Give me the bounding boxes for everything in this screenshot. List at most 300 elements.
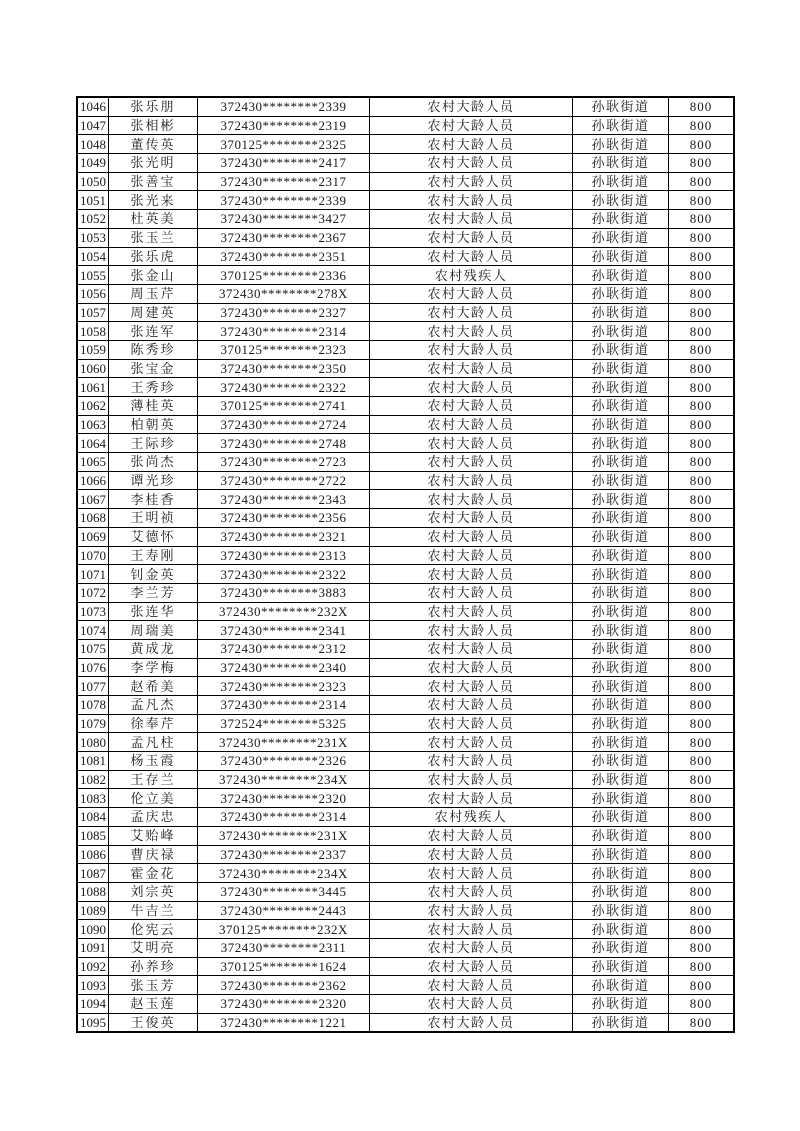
cell-street: 孙耿街道 xyxy=(573,826,669,845)
cell-amount: 800 xyxy=(669,733,735,752)
cell-index: 1071 xyxy=(77,565,109,584)
cell-amount: 800 xyxy=(669,135,735,154)
cell-amount: 800 xyxy=(669,901,735,920)
cell-amount: 800 xyxy=(669,247,735,266)
cell-street: 孙耿街道 xyxy=(573,733,669,752)
cell-amount: 800 xyxy=(669,639,735,658)
cell-name: 杨玉霞 xyxy=(109,752,198,771)
cell-index: 1072 xyxy=(77,583,109,602)
cell-street: 孙耿街道 xyxy=(573,116,669,135)
cell-index: 1093 xyxy=(77,976,109,995)
cell-street: 孙耿街道 xyxy=(573,97,669,116)
table-row xyxy=(77,284,734,303)
cell-name: 张光来 xyxy=(109,191,198,210)
cell-category: 农村大龄人员 xyxy=(370,565,573,584)
table-body xyxy=(77,97,734,1032)
cell-category: 农村大龄人员 xyxy=(370,135,573,154)
cell-category: 农村大龄人员 xyxy=(370,247,573,266)
table-row xyxy=(77,415,734,434)
table-row xyxy=(77,976,734,995)
cell-street: 孙耿街道 xyxy=(573,284,669,303)
cell-index: 1068 xyxy=(77,509,109,528)
cell-id_number: 370125********2325 xyxy=(198,135,370,154)
cell-street: 孙耿街道 xyxy=(573,602,669,621)
cell-category: 农村大龄人员 xyxy=(370,527,573,546)
cell-id_number: 372430********2367 xyxy=(198,228,370,247)
table-row xyxy=(77,957,734,976)
cell-name: 杜英美 xyxy=(109,210,198,229)
cell-index: 1094 xyxy=(77,995,109,1014)
cell-amount: 800 xyxy=(669,303,735,322)
cell-category: 农村大龄人员 xyxy=(370,864,573,883)
cell-category: 农村大龄人员 xyxy=(370,845,573,864)
cell-amount: 800 xyxy=(669,397,735,416)
cell-name: 艾德怀 xyxy=(109,527,198,546)
table-row xyxy=(77,247,734,266)
cell-category: 农村大龄人员 xyxy=(370,359,573,378)
table-row xyxy=(77,490,734,509)
cell-name: 钊金英 xyxy=(109,565,198,584)
cell-index: 1088 xyxy=(77,882,109,901)
cell-name: 王存兰 xyxy=(109,770,198,789)
cell-id_number: 372430********2322 xyxy=(198,565,370,584)
cell-index: 1060 xyxy=(77,359,109,378)
cell-id_number: 372430********278X xyxy=(198,284,370,303)
table-row xyxy=(77,116,734,135)
cell-category: 农村大龄人员 xyxy=(370,957,573,976)
cell-name: 薄桂英 xyxy=(109,397,198,416)
cell-street: 孙耿街道 xyxy=(573,359,669,378)
cell-id_number: 372430********2343 xyxy=(198,490,370,509)
cell-index: 1090 xyxy=(77,920,109,939)
roster-table xyxy=(76,96,735,1033)
table-row xyxy=(77,172,734,191)
cell-index: 1049 xyxy=(77,154,109,173)
cell-category: 农村大龄人员 xyxy=(370,583,573,602)
cell-street: 孙耿街道 xyxy=(573,882,669,901)
table-row xyxy=(77,191,734,210)
cell-index: 1048 xyxy=(77,135,109,154)
cell-id_number: 372430********231X xyxy=(198,733,370,752)
cell-category: 农村大龄人员 xyxy=(370,210,573,229)
cell-category: 农村大龄人员 xyxy=(370,471,573,490)
cell-id_number: 370125********2323 xyxy=(198,340,370,359)
cell-amount: 800 xyxy=(669,415,735,434)
cell-name: 周瑞美 xyxy=(109,621,198,640)
cell-id_number: 372430********2341 xyxy=(198,621,370,640)
cell-name: 陈秀珍 xyxy=(109,340,198,359)
table-row xyxy=(77,826,734,845)
cell-id_number: 372430********2724 xyxy=(198,415,370,434)
cell-index: 1046 xyxy=(77,97,109,116)
table-row xyxy=(77,808,734,827)
cell-index: 1081 xyxy=(77,752,109,771)
cell-category: 农村大龄人员 xyxy=(370,976,573,995)
cell-id_number: 372430********2322 xyxy=(198,378,370,397)
cell-index: 1070 xyxy=(77,546,109,565)
table-row xyxy=(77,266,734,285)
table-row xyxy=(77,546,734,565)
cell-amount: 800 xyxy=(669,808,735,827)
table-row xyxy=(77,471,734,490)
cell-street: 孙耿街道 xyxy=(573,434,669,453)
table-row xyxy=(77,938,734,957)
cell-index: 1077 xyxy=(77,677,109,696)
cell-index: 1075 xyxy=(77,639,109,658)
cell-category: 农村大龄人员 xyxy=(370,303,573,322)
cell-id_number: 372430********2350 xyxy=(198,359,370,378)
cell-id_number: 372430********2339 xyxy=(198,191,370,210)
cell-amount: 800 xyxy=(669,583,735,602)
cell-street: 孙耿街道 xyxy=(573,490,669,509)
cell-amount: 800 xyxy=(669,976,735,995)
cell-amount: 800 xyxy=(669,527,735,546)
cell-category: 农村大龄人员 xyxy=(370,826,573,845)
cell-category: 农村大龄人员 xyxy=(370,228,573,247)
cell-index: 1078 xyxy=(77,696,109,715)
table-row xyxy=(77,228,734,247)
table-row xyxy=(77,995,734,1014)
cell-id_number: 372430********2722 xyxy=(198,471,370,490)
cell-category: 农村大龄人员 xyxy=(370,378,573,397)
cell-street: 孙耿街道 xyxy=(573,471,669,490)
cell-amount: 800 xyxy=(669,920,735,939)
cell-category: 农村大龄人员 xyxy=(370,172,573,191)
cell-index: 1065 xyxy=(77,453,109,472)
cell-category: 农村大龄人员 xyxy=(370,733,573,752)
cell-index: 1087 xyxy=(77,864,109,883)
cell-name: 张乐朋 xyxy=(109,97,198,116)
cell-amount: 800 xyxy=(669,565,735,584)
cell-index: 1047 xyxy=(77,116,109,135)
cell-id_number: 372430********3427 xyxy=(198,210,370,229)
cell-index: 1085 xyxy=(77,826,109,845)
cell-street: 孙耿街道 xyxy=(573,135,669,154)
cell-id_number: 372430********2748 xyxy=(198,434,370,453)
cell-street: 孙耿街道 xyxy=(573,397,669,416)
cell-amount: 800 xyxy=(669,882,735,901)
table-row xyxy=(77,378,734,397)
cell-category: 农村大龄人员 xyxy=(370,546,573,565)
cell-name: 董传英 xyxy=(109,135,198,154)
cell-name: 张光明 xyxy=(109,154,198,173)
table-row xyxy=(77,359,734,378)
cell-index: 1076 xyxy=(77,658,109,677)
cell-category: 农村大龄人员 xyxy=(370,882,573,901)
cell-street: 孙耿街道 xyxy=(573,266,669,285)
cell-index: 1080 xyxy=(77,733,109,752)
cell-category: 农村大龄人员 xyxy=(370,789,573,808)
cell-amount: 800 xyxy=(669,957,735,976)
cell-street: 孙耿街道 xyxy=(573,210,669,229)
cell-amount: 800 xyxy=(669,191,735,210)
cell-amount: 800 xyxy=(669,714,735,733)
cell-id_number: 372430********234X xyxy=(198,770,370,789)
cell-street: 孙耿街道 xyxy=(573,1013,669,1032)
cell-name: 王明祯 xyxy=(109,509,198,528)
cell-name: 张善宝 xyxy=(109,172,198,191)
cell-id_number: 372430********234X xyxy=(198,864,370,883)
cell-index: 1074 xyxy=(77,621,109,640)
cell-index: 1063 xyxy=(77,415,109,434)
cell-street: 孙耿街道 xyxy=(573,770,669,789)
cell-amount: 800 xyxy=(669,546,735,565)
cell-name: 王秀珍 xyxy=(109,378,198,397)
cell-id_number: 372430********2340 xyxy=(198,658,370,677)
cell-category: 农村大龄人员 xyxy=(370,602,573,621)
cell-category: 农村大龄人员 xyxy=(370,677,573,696)
cell-amount: 800 xyxy=(669,845,735,864)
cell-id_number: 372430********2351 xyxy=(198,247,370,266)
cell-id_number: 370125********1624 xyxy=(198,957,370,976)
table-row xyxy=(77,770,734,789)
cell-id_number: 372430********2723 xyxy=(198,453,370,472)
cell-name: 曹庆禄 xyxy=(109,845,198,864)
cell-id_number: 372430********2317 xyxy=(198,172,370,191)
cell-name: 黄成龙 xyxy=(109,639,198,658)
cell-name: 张玉兰 xyxy=(109,228,198,247)
cell-index: 1050 xyxy=(77,172,109,191)
cell-street: 孙耿街道 xyxy=(573,621,669,640)
table-row xyxy=(77,789,734,808)
cell-category: 农村大龄人员 xyxy=(370,284,573,303)
cell-street: 孙耿街道 xyxy=(573,415,669,434)
cell-category: 农村大龄人员 xyxy=(370,621,573,640)
cell-street: 孙耿街道 xyxy=(573,752,669,771)
cell-id_number: 372430********2314 xyxy=(198,696,370,715)
cell-amount: 800 xyxy=(669,658,735,677)
cell-name: 张乐虎 xyxy=(109,247,198,266)
cell-id_number: 372430********231X xyxy=(198,826,370,845)
cell-name: 张宝金 xyxy=(109,359,198,378)
cell-id_number: 372430********3883 xyxy=(198,583,370,602)
cell-amount: 800 xyxy=(669,434,735,453)
cell-street: 孙耿街道 xyxy=(573,845,669,864)
cell-index: 1055 xyxy=(77,266,109,285)
cell-index: 1059 xyxy=(77,340,109,359)
cell-amount: 800 xyxy=(669,1013,735,1032)
cell-category: 农村大龄人员 xyxy=(370,453,573,472)
cell-name: 李兰芳 xyxy=(109,583,198,602)
cell-amount: 800 xyxy=(669,677,735,696)
cell-street: 孙耿街道 xyxy=(573,172,669,191)
table-row xyxy=(77,752,734,771)
cell-id_number: 370125********2741 xyxy=(198,397,370,416)
cell-amount: 800 xyxy=(669,938,735,957)
cell-category: 农村大龄人员 xyxy=(370,938,573,957)
table-row xyxy=(77,453,734,472)
cell-amount: 800 xyxy=(669,509,735,528)
table-row xyxy=(77,733,734,752)
cell-index: 1073 xyxy=(77,602,109,621)
table-row xyxy=(77,397,734,416)
cell-category: 农村大龄人员 xyxy=(370,770,573,789)
cell-category: 农村大龄人员 xyxy=(370,415,573,434)
cell-street: 孙耿街道 xyxy=(573,154,669,173)
table-row xyxy=(77,658,734,677)
cell-category: 农村大龄人员 xyxy=(370,322,573,341)
cell-amount: 800 xyxy=(669,210,735,229)
cell-amount: 800 xyxy=(669,228,735,247)
cell-name: 张相彬 xyxy=(109,116,198,135)
cell-name: 张尚杰 xyxy=(109,453,198,472)
cell-id_number: 372430********1221 xyxy=(198,1013,370,1032)
cell-name: 张金山 xyxy=(109,266,198,285)
cell-id_number: 372430********2313 xyxy=(198,546,370,565)
cell-amount: 800 xyxy=(669,770,735,789)
cell-index: 1082 xyxy=(77,770,109,789)
cell-id_number: 372430********2337 xyxy=(198,845,370,864)
cell-id_number: 372430********2320 xyxy=(198,789,370,808)
cell-street: 孙耿街道 xyxy=(573,303,669,322)
cell-name: 谭光珍 xyxy=(109,471,198,490)
cell-street: 孙耿街道 xyxy=(573,995,669,1014)
table-row xyxy=(77,602,734,621)
cell-category: 农村大龄人员 xyxy=(370,154,573,173)
cell-amount: 800 xyxy=(669,154,735,173)
cell-category: 农村大龄人员 xyxy=(370,97,573,116)
cell-name: 牛吉兰 xyxy=(109,901,198,920)
cell-street: 孙耿街道 xyxy=(573,864,669,883)
cell-name: 王际珍 xyxy=(109,434,198,453)
table-row xyxy=(77,901,734,920)
cell-category: 农村大龄人员 xyxy=(370,639,573,658)
cell-index: 1051 xyxy=(77,191,109,210)
cell-id_number: 372430********2323 xyxy=(198,677,370,696)
cell-amount: 800 xyxy=(669,471,735,490)
cell-amount: 800 xyxy=(669,340,735,359)
cell-category: 农村大龄人员 xyxy=(370,340,573,359)
cell-category: 农村大龄人员 xyxy=(370,752,573,771)
table-row xyxy=(77,696,734,715)
cell-amount: 800 xyxy=(669,696,735,715)
table-row xyxy=(77,882,734,901)
table-row xyxy=(77,639,734,658)
cell-street: 孙耿街道 xyxy=(573,378,669,397)
cell-street: 孙耿街道 xyxy=(573,920,669,939)
cell-id_number: 372430********2339 xyxy=(198,97,370,116)
cell-amount: 800 xyxy=(669,864,735,883)
cell-amount: 800 xyxy=(669,490,735,509)
cell-amount: 800 xyxy=(669,284,735,303)
cell-amount: 800 xyxy=(669,172,735,191)
cell-category: 农村残疾人 xyxy=(370,808,573,827)
table-row xyxy=(77,864,734,883)
cell-index: 1095 xyxy=(77,1013,109,1032)
cell-street: 孙耿街道 xyxy=(573,808,669,827)
cell-amount: 800 xyxy=(669,97,735,116)
table-row xyxy=(77,583,734,602)
cell-amount: 800 xyxy=(669,453,735,472)
cell-category: 农村大龄人员 xyxy=(370,901,573,920)
cell-index: 1091 xyxy=(77,938,109,957)
cell-id_number: 372430********2326 xyxy=(198,752,370,771)
cell-id_number: 372430********232X xyxy=(198,602,370,621)
cell-index: 1067 xyxy=(77,490,109,509)
table-row xyxy=(77,322,734,341)
cell-name: 孙养珍 xyxy=(109,957,198,976)
cell-name: 赵希美 xyxy=(109,677,198,696)
cell-id_number: 372430********2327 xyxy=(198,303,370,322)
table-row xyxy=(77,845,734,864)
table-row xyxy=(77,714,734,733)
cell-name: 李桂香 xyxy=(109,490,198,509)
cell-street: 孙耿街道 xyxy=(573,228,669,247)
cell-category: 农村大龄人员 xyxy=(370,995,573,1014)
cell-amount: 800 xyxy=(669,322,735,341)
cell-index: 1086 xyxy=(77,845,109,864)
table-row xyxy=(77,135,734,154)
cell-id_number: 372430********2362 xyxy=(198,976,370,995)
table-row xyxy=(77,565,734,584)
cell-amount: 800 xyxy=(669,378,735,397)
cell-category: 农村大龄人员 xyxy=(370,714,573,733)
cell-name: 艾明亮 xyxy=(109,938,198,957)
cell-street: 孙耿街道 xyxy=(573,322,669,341)
table-row xyxy=(77,303,734,322)
table-row xyxy=(77,509,734,528)
cell-name: 赵玉莲 xyxy=(109,995,198,1014)
cell-amount: 800 xyxy=(669,752,735,771)
cell-name: 孟凡杰 xyxy=(109,696,198,715)
cell-index: 1053 xyxy=(77,228,109,247)
cell-amount: 800 xyxy=(669,359,735,378)
cell-street: 孙耿街道 xyxy=(573,191,669,210)
cell-id_number: 372430********2312 xyxy=(198,639,370,658)
cell-amount: 800 xyxy=(669,602,735,621)
cell-id_number: 370125********232X xyxy=(198,920,370,939)
cell-index: 1064 xyxy=(77,434,109,453)
cell-street: 孙耿街道 xyxy=(573,340,669,359)
cell-index: 1066 xyxy=(77,471,109,490)
cell-id_number: 372430********2311 xyxy=(198,938,370,957)
cell-street: 孙耿街道 xyxy=(573,527,669,546)
cell-amount: 800 xyxy=(669,116,735,135)
cell-street: 孙耿街道 xyxy=(573,938,669,957)
table-row xyxy=(77,1013,734,1032)
cell-category: 农村大龄人员 xyxy=(370,191,573,210)
cell-name: 孟凡柱 xyxy=(109,733,198,752)
cell-category: 农村大龄人员 xyxy=(370,920,573,939)
table-row xyxy=(77,527,734,546)
cell-index: 1069 xyxy=(77,527,109,546)
cell-name: 柏朝英 xyxy=(109,415,198,434)
cell-name: 周建英 xyxy=(109,303,198,322)
cell-index: 1056 xyxy=(77,284,109,303)
cell-street: 孙耿街道 xyxy=(573,658,669,677)
cell-index: 1089 xyxy=(77,901,109,920)
table-row xyxy=(77,677,734,696)
table-row xyxy=(77,97,734,116)
cell-id_number: 372524********5325 xyxy=(198,714,370,733)
cell-street: 孙耿街道 xyxy=(573,696,669,715)
cell-index: 1054 xyxy=(77,247,109,266)
cell-name: 张玉芳 xyxy=(109,976,198,995)
cell-id_number: 372430********2356 xyxy=(198,509,370,528)
cell-id_number: 372430********2319 xyxy=(198,116,370,135)
cell-id_number: 372430********2314 xyxy=(198,322,370,341)
cell-name: 伦立美 xyxy=(109,789,198,808)
cell-category: 农村大龄人员 xyxy=(370,658,573,677)
cell-id_number: 372430********2417 xyxy=(198,154,370,173)
cell-category: 农村大龄人员 xyxy=(370,116,573,135)
cell-street: 孙耿街道 xyxy=(573,714,669,733)
cell-name: 徐奉芹 xyxy=(109,714,198,733)
cell-name: 艾贻峰 xyxy=(109,826,198,845)
cell-name: 周玉芹 xyxy=(109,284,198,303)
cell-id_number: 372430********2320 xyxy=(198,995,370,1014)
cell-category: 农村大龄人员 xyxy=(370,1013,573,1032)
